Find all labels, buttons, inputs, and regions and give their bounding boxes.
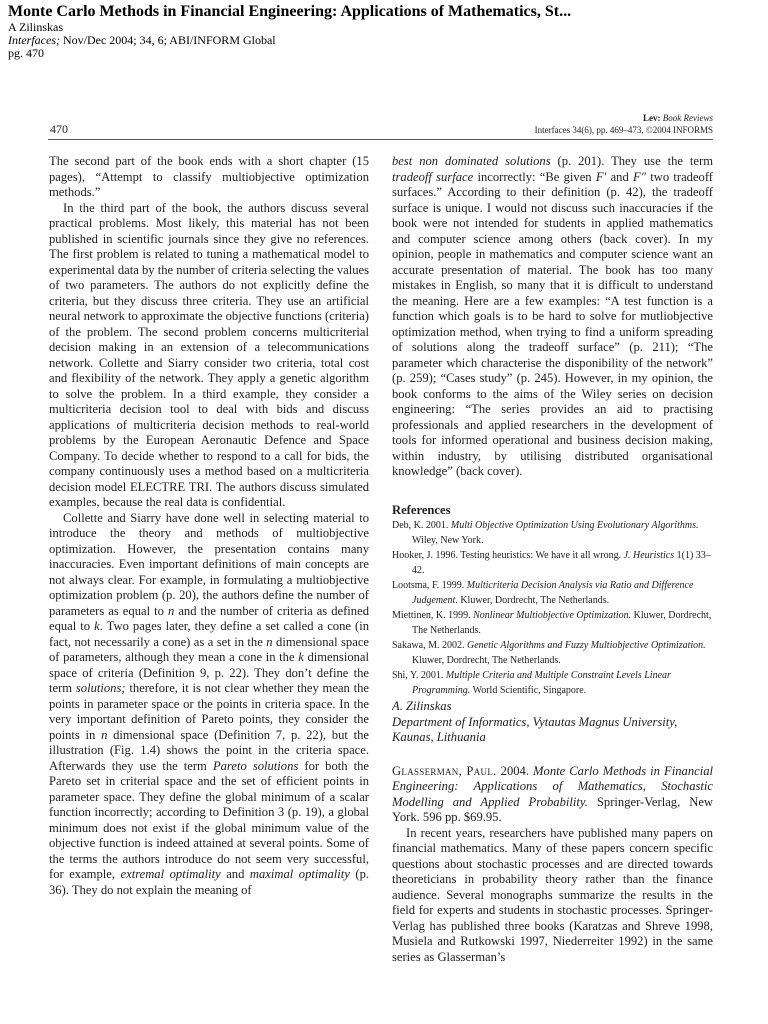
paragraph: best non dominated solutions (p. 201). They use the term tradeoff surface incorrectly: “Be given F′ and F″ two tradeoff surfaces.” According to their definition (p. 42), the tradeoff surface is unique. I would not discuss such inaccuracies if the book were not intended for students in applied mathematics and computer science among others (back cover). In my opinion, people in mathematics and computer science want an accurate presentation of material. The book has too many mistakes in English, so many that it is difficult to understand the meaning. Here are a few examples: “A test function is a function which goals is to be hard to solve for mutliobjective optimization method, when trying to find a uniform spreading of solutions along the tradeoff surface” (p. 211); “The parameter which characterise the disponibility of the network” (p. 259); “Cases study” (p. 245). However, in my opinion, the book conforms to the aims of the Wiley series on decision engineering: “The series provides an aid to practising professionals and applied researchers in the development of tools for informed operational and business decision making, within industry, by utilising distributed organisational knowledge” (back cover). bbox=[392, 154, 713, 478]
reviewer-affiliation: Department of Informatics, Vytautas Magnus University, Kaunas, Lithuania bbox=[392, 714, 678, 744]
page-number: 470 bbox=[50, 122, 68, 136]
reference-item: Hooker, J. 1996. Testing heuristics: We have it all wrong. J. Heuristics 1(1) 33–42. bbox=[392, 550, 711, 576]
document-header bbox=[8, 2, 758, 60]
left-column bbox=[49, 154, 369, 1024]
paragraph: In the third part of the book, the authors discuss several practical problems. Most likely, this material has not been published in scientific journals since they give no references. The first problem is related to tuning a mathematical model to experimental data by the number of criteria selecting the values of two parameters. The authors do not explicitly define the criteria, but they discuss three criteria. They use an artificial neural network to approximate the objective functions (criteria) of the problem. The second problem concerns multicriterial decision making in an extension of a telecommunications network. Collette and Siarry consider two criteria, total cost and flexibility of the network. They apply a genetic algorithm to solve the problem. In a third example, they consider a multicriteria decision tool to deal with bids and discuss applications of multicriteria decision methods to real-world problems by the European Aeronautic Defence and Space Company. To decide whether to respond to a call for bids, the company continuously uses a method based on a multicriteria decision model ELECTRE TRI. The authors discuss simulated examples, because the real data is confidential. bbox=[49, 200, 369, 509]
reference-item: Deb, K. 2001. Multi Objective Optimization Using Evolutionary Algorithms. Wiley, New York. bbox=[392, 520, 699, 546]
review-citation: Glasserman, Paul. 2004. Monte Carlo Methods in Financial Engineering: Applications of Mathematics, Stochastic Modelling and Applied Probability. Springer-Verlag, New York. 596 pp. $69.95. bbox=[392, 763, 713, 824]
document-title: Monte Carlo Methods in Financial Engineering: Applications of Mathematics, St... bbox=[8, 3, 572, 20]
paragraph: In recent years, researchers have published many papers on financial mathematics. Many of these papers concern specific questions about stochastic processes and are directed towards theoreticians in probability theory rather than the finance audience. Several monographs summarize the results in the field for experts and students in stochastic processes. Springer-Verlag has published three books (Karatzas and Shreve 1998, Musiela and Rutkowski 1997, Niederreiter 1992) in the same series as Glasserman’s bbox=[392, 825, 713, 964]
reference-item: Shi, Y. 2001. Multiple Criteria and Multiple Constraint Levels Linear Programming. World Scientific, Singapore. bbox=[392, 670, 671, 696]
header-rule bbox=[48, 139, 713, 140]
paragraph: The second part of the book ends with a short chapter (15 pages), “Attempt to classify multiobjective optimization methods.” bbox=[49, 154, 369, 199]
review-book-title: Monte Carlo Methods in Financial Engineering: Applications of Mathematics, Stochastic Modelling and Applied Probability. bbox=[392, 763, 713, 809]
right-column bbox=[392, 154, 713, 1024]
journal-issue: Nov/Dec 2004; 34, 6; ABI/INFORM Global bbox=[59, 33, 276, 47]
review-author: Glasserman, Paul. bbox=[392, 763, 497, 778]
reference-item: Sakawa, M. 2002. Genetic Algorithms and Fuzzy Multiobjective Optimization. Kluwer, Dordrecht, The Netherlands. bbox=[392, 640, 706, 666]
references-heading: References bbox=[392, 502, 451, 517]
document-source bbox=[8, 34, 758, 47]
running-head-label: Lev: bbox=[643, 113, 661, 123]
paragraph: Collette and Siarry have done well in selecting material to introduce the theory and methods of multiobjective optimization. However, the presentation contains many inaccuracies. Even important definitions of main concepts are not always clear. For example, in formulating a multiobjective optimization problem (p. 20), the authors define the number of parameters as equal to n and the number of criteria as defined equal to k. Two pages later, they define a set called a cone (in fact, not necessarily a cone) as a set in the n dimensional space of parameters, although they mean a cone in the k dimensional space of criteria (Definition 9, p. 22). They don’t define the term solutions; therefore, it is not clear whether they mean the points in parameter space or the points in criteria space. In the very important definition of Pareto points, they consider the points in n dimensional space (Definition 7, p. 22), but the illustration (Fig. 1.4) shows the point in the criteria space. Afterwards they use the term Pareto solutions for both the Pareto set in criterial space and the set of efficient points in parameter space. They define the global minimum of a scalar function incorrectly; according to Definition 3 (p. 19), a global minimum does not exist if the global minimum value of the objective function is indeed attained at several points. Some of the terms the authors introduce do not seem very successful, for example, extremal optimality and maximal optimality (p. 36). They do not explain the meaning of bbox=[49, 510, 369, 897]
running-head-citation: Interfaces 34(6), pp. 469–473, ©2004 INFORMS bbox=[534, 125, 713, 135]
document-author: A Zilinskas bbox=[8, 20, 64, 34]
reference-item: Miettinen, K. 1999. Nonlinear Multiobjective Optimization. Kluwer, Dordrecht, The Netherlands. bbox=[392, 610, 712, 636]
running-head-section: Book Reviews bbox=[660, 113, 713, 123]
document-page-ref: pg. 470 bbox=[8, 46, 44, 60]
reviewer-name: A. Zilinskas bbox=[392, 699, 452, 713]
references-list bbox=[392, 518, 713, 698]
journal-name: Interfaces; bbox=[8, 33, 60, 47]
running-head bbox=[535, 112, 713, 136]
reference-item: Lootsma, F. 1999. Multicriteria Decision Analysis via Ratio and Difference Judgement. Kluwer, Dordrecht, The Netherlands. bbox=[392, 580, 694, 606]
